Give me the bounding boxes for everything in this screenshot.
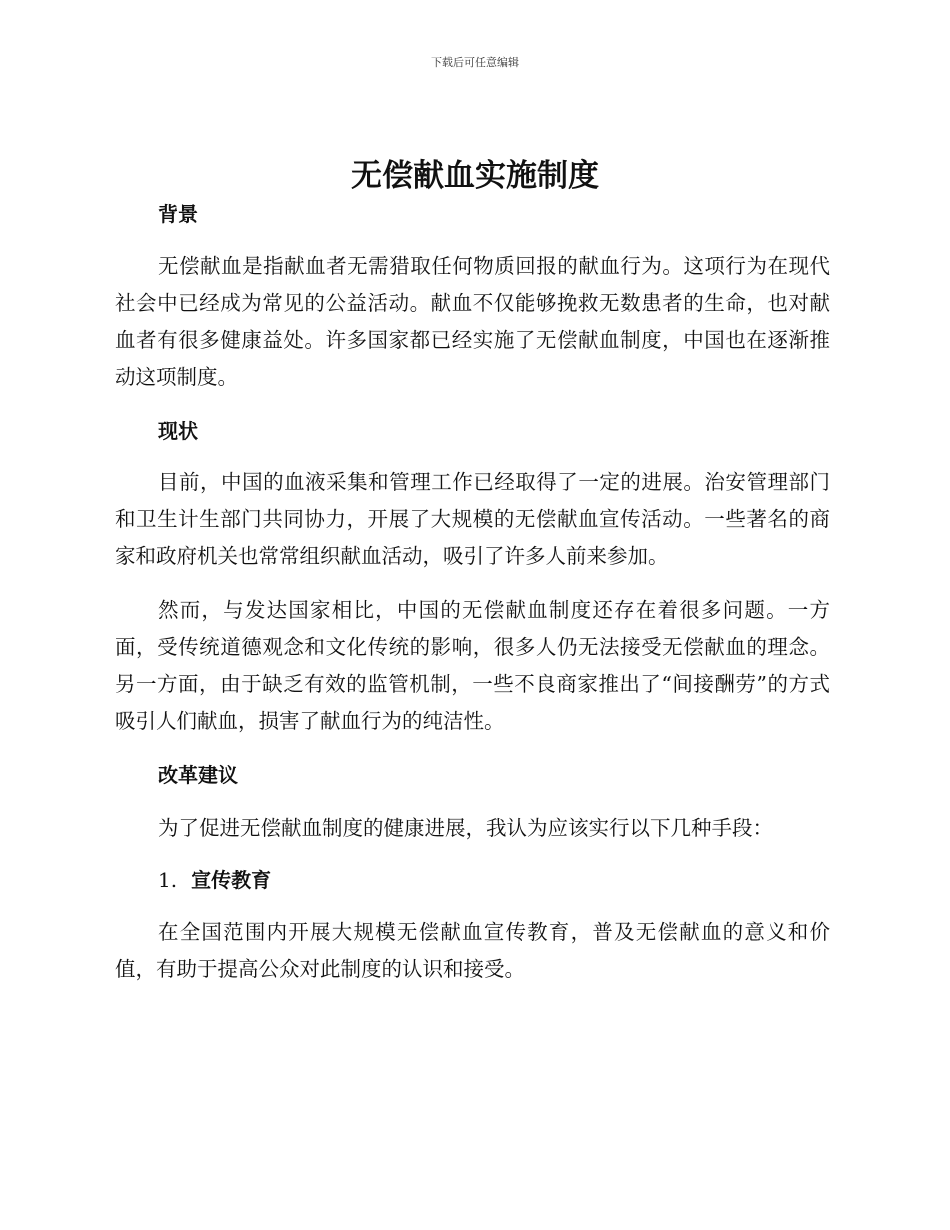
section-heading-reform: 改革建议 (158, 763, 238, 787)
section-heading-background: 背景 (158, 202, 198, 226)
header-note: 下载后可任意编辑 (431, 56, 519, 69)
section-heading-status: 现状 (158, 419, 198, 443)
numbered-heading-1 (158, 866, 271, 894)
paragraph-status-2: 然而，与发达国家相比，中国的无偿献血制度还存在着很多问题。一方面，受传统道德观念和文化传统的影响，很多人仍无法接受无偿献血的理念。另一方面，由于缺乏有效的监管机制，一些不良商家推出了“间接酬劳”的方式吸引人们献血，损害了献血行为的纯洁性。 (115, 598, 830, 733)
document-title: 无偿献血实施制度 (351, 158, 599, 194)
item-heading: 宣传教育 (191, 868, 272, 892)
paragraph-background: 无偿献血是指献血者无需猎取任何物质回报的献血行为。这项行为在现代社会中已经成为常见的公益活动。献血不仅能够挽救无数患者的生命，也对献血者有很多健康益处。许多国家都已经实施了无偿献血制度，中国也在逐渐推动这项制度。 (115, 254, 830, 389)
paragraph-item-1: 在全国范围内开展大规模无偿献血宣传教育，普及无偿献血的意义和价值，有助于提高公众对此制度的认识和接受。 (115, 920, 830, 981)
paragraph-status-1: 目前，中国的血液采集和管理工作已经取得了一定的进展。治安管理部门和卫生计生部门共同协力，开展了大规模的无偿献血宣传活动。一些著名的商家和政府机关也常常组织献血活动，吸引了许多人前来参加。 (115, 470, 830, 568)
paragraph-reform-intro: 为了促进无偿献血制度的健康进展，我认为应该实行以下几种手段： (158, 816, 773, 840)
item-number: 1. (158, 868, 178, 892)
